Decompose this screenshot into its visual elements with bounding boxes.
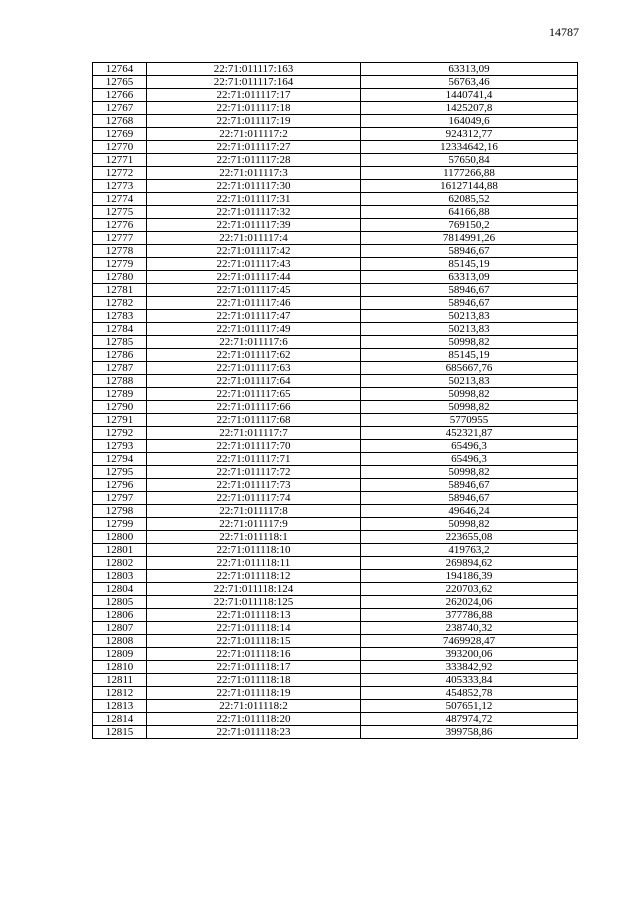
cadastral-number-cell: 22:71:011117:64 (147, 375, 361, 388)
cadastral-number-cell: 22:71:011117:164 (147, 76, 361, 89)
row-number-cell: 12787 (93, 362, 147, 375)
row-number-cell: 12798 (93, 505, 147, 518)
cadastral-number-cell: 22:71:011118:20 (147, 713, 361, 726)
table-row (93, 505, 578, 518)
row-number-cell: 12779 (93, 258, 147, 271)
cadastral-number-cell: 22:71:011117:163 (147, 63, 361, 76)
value-cell: 419763,2 (361, 544, 578, 557)
table-row (93, 63, 578, 76)
table-row (93, 583, 578, 596)
row-number-cell: 12791 (93, 414, 147, 427)
table-row (93, 271, 578, 284)
table-row (93, 102, 578, 115)
row-number-cell: 12799 (93, 518, 147, 531)
row-number-cell: 12789 (93, 388, 147, 401)
cadastral-number-cell: 22:71:011118:1 (147, 531, 361, 544)
table-row (93, 674, 578, 687)
table-row (93, 648, 578, 661)
value-cell: 220703,62 (361, 583, 578, 596)
value-cell: 164049,6 (361, 115, 578, 128)
table-row (93, 388, 578, 401)
value-cell: 333842,92 (361, 661, 578, 674)
row-number-cell: 12802 (93, 557, 147, 570)
table-row (93, 531, 578, 544)
row-number-cell: 12811 (93, 674, 147, 687)
table-row (93, 206, 578, 219)
cadastral-number-cell: 22:71:011117:2 (147, 128, 361, 141)
table-row (93, 544, 578, 557)
value-cell: 1177266,88 (361, 167, 578, 180)
value-cell: 85145,19 (361, 258, 578, 271)
value-cell: 58946,67 (361, 479, 578, 492)
row-number-cell: 12778 (93, 245, 147, 258)
table-row (93, 284, 578, 297)
row-number-cell: 12786 (93, 349, 147, 362)
cadastral-number-cell: 22:71:011118:124 (147, 583, 361, 596)
value-cell: 58946,67 (361, 297, 578, 310)
cadastral-number-cell: 22:71:011118:12 (147, 570, 361, 583)
row-number-cell: 12785 (93, 336, 147, 349)
cadastral-number-cell: 22:71:011117:72 (147, 466, 361, 479)
table-row (93, 609, 578, 622)
value-cell: 57650,84 (361, 154, 578, 167)
cadastral-number-cell: 22:71:011118:2 (147, 700, 361, 713)
cadastral-number-cell: 22:71:011118:16 (147, 648, 361, 661)
page-number: 14787 (549, 25, 579, 39)
value-cell: 50998,82 (361, 518, 578, 531)
value-cell: 487974,72 (361, 713, 578, 726)
value-cell: 7814991,26 (361, 232, 578, 245)
cadastral-number-cell: 22:71:011117:47 (147, 310, 361, 323)
cadastral-number-cell: 22:71:011118:17 (147, 661, 361, 674)
row-number-cell: 12814 (93, 713, 147, 726)
table-row (93, 245, 578, 258)
cadastral-number-cell: 22:71:011117:63 (147, 362, 361, 375)
value-cell: 49646,24 (361, 505, 578, 518)
cadastral-number-cell: 22:71:011118:10 (147, 544, 361, 557)
cadastral-number-cell: 22:71:011118:13 (147, 609, 361, 622)
row-number-cell: 12794 (93, 453, 147, 466)
table-row (93, 414, 578, 427)
table-row (93, 323, 578, 336)
table-row (93, 401, 578, 414)
value-cell: 223655,08 (361, 531, 578, 544)
row-number-cell: 12808 (93, 635, 147, 648)
table-row (93, 440, 578, 453)
value-cell: 64166,88 (361, 206, 578, 219)
row-number-cell: 12807 (93, 622, 147, 635)
table-row (93, 622, 578, 635)
cadastral-number-cell: 22:71:011117:28 (147, 154, 361, 167)
value-cell: 238740,32 (361, 622, 578, 635)
cadastral-number-cell: 22:71:011117:32 (147, 206, 361, 219)
table-row (93, 76, 578, 89)
cadastral-number-cell: 22:71:011117:9 (147, 518, 361, 531)
value-cell: 50998,82 (361, 401, 578, 414)
row-number-cell: 12815 (93, 726, 147, 739)
cadastral-value-table (92, 62, 578, 739)
table-row (93, 154, 578, 167)
value-cell: 63313,09 (361, 271, 578, 284)
cadastral-number-cell: 22:71:011117:8 (147, 505, 361, 518)
value-cell: 65496,3 (361, 440, 578, 453)
cadastral-number-cell: 22:71:011117:42 (147, 245, 361, 258)
value-cell: 393200,06 (361, 648, 578, 661)
value-cell: 58946,67 (361, 492, 578, 505)
row-number-cell: 12768 (93, 115, 147, 128)
value-cell: 269894,62 (361, 557, 578, 570)
row-number-cell: 12809 (93, 648, 147, 661)
cadastral-number-cell: 22:71:011117:70 (147, 440, 361, 453)
value-cell: 56763,46 (361, 76, 578, 89)
table-row (93, 687, 578, 700)
cadastral-number-cell: 22:71:011117:71 (147, 453, 361, 466)
cadastral-number-cell: 22:71:011117:49 (147, 323, 361, 336)
row-number-cell: 12795 (93, 466, 147, 479)
table-row (93, 219, 578, 232)
value-cell: 452321,87 (361, 427, 578, 440)
row-number-cell: 12765 (93, 76, 147, 89)
cadastral-number-cell: 22:71:011117:30 (147, 180, 361, 193)
table-row (93, 232, 578, 245)
cadastral-number-cell: 22:71:011117:68 (147, 414, 361, 427)
cadastral-number-cell: 22:71:011118:18 (147, 674, 361, 687)
table-row (93, 167, 578, 180)
value-cell: 405333,84 (361, 674, 578, 687)
table-row (93, 596, 578, 609)
row-number-cell: 12805 (93, 596, 147, 609)
row-number-cell: 12812 (93, 687, 147, 700)
table-row (93, 349, 578, 362)
table-row (93, 466, 578, 479)
value-cell: 50998,82 (361, 466, 578, 479)
table-row (93, 427, 578, 440)
table-row (93, 258, 578, 271)
row-number-cell: 12767 (93, 102, 147, 115)
row-number-cell: 12796 (93, 479, 147, 492)
value-cell: 769150,2 (361, 219, 578, 232)
table-row (93, 726, 578, 739)
table-row (93, 115, 578, 128)
cadastral-number-cell: 22:71:011117:66 (147, 401, 361, 414)
cadastral-number-cell: 22:71:011117:31 (147, 193, 361, 206)
table-row (93, 362, 578, 375)
cadastral-number-cell: 22:71:011117:3 (147, 167, 361, 180)
cadastral-number-cell: 22:71:011117:74 (147, 492, 361, 505)
cadastral-number-cell: 22:71:011117:39 (147, 219, 361, 232)
value-cell: 65496,3 (361, 453, 578, 466)
value-cell: 50998,82 (361, 388, 578, 401)
table-row (93, 570, 578, 583)
row-number-cell: 12788 (93, 375, 147, 388)
row-number-cell: 12780 (93, 271, 147, 284)
table-row (93, 492, 578, 505)
cadastral-number-cell: 22:71:011117:65 (147, 388, 361, 401)
table-row (93, 193, 578, 206)
table-row (93, 180, 578, 193)
value-cell: 50213,83 (361, 375, 578, 388)
cadastral-number-cell: 22:71:011117:73 (147, 479, 361, 492)
cadastral-number-cell: 22:71:011117:4 (147, 232, 361, 245)
cadastral-number-cell: 22:71:011117:43 (147, 258, 361, 271)
value-cell: 377786,88 (361, 609, 578, 622)
value-cell: 58946,67 (361, 284, 578, 297)
value-cell: 12334642,16 (361, 141, 578, 154)
table-row (93, 518, 578, 531)
row-number-cell: 12772 (93, 167, 147, 180)
value-cell: 507651,12 (361, 700, 578, 713)
cadastral-number-cell: 22:71:011118:14 (147, 622, 361, 635)
table-row (93, 479, 578, 492)
table-row (93, 453, 578, 466)
value-cell: 50213,83 (361, 310, 578, 323)
row-number-cell: 12797 (93, 492, 147, 505)
row-number-cell: 12774 (93, 193, 147, 206)
table-row (93, 700, 578, 713)
cadastral-number-cell: 22:71:011117:6 (147, 336, 361, 349)
row-number-cell: 12777 (93, 232, 147, 245)
cadastral-number-cell: 22:71:011117:62 (147, 349, 361, 362)
row-number-cell: 12773 (93, 180, 147, 193)
table-row (93, 128, 578, 141)
table-row (93, 310, 578, 323)
row-number-cell: 12764 (93, 63, 147, 76)
value-cell: 85145,19 (361, 349, 578, 362)
cadastral-number-cell: 22:71:011118:19 (147, 687, 361, 700)
row-number-cell: 12804 (93, 583, 147, 596)
value-cell: 50998,82 (361, 336, 578, 349)
row-number-cell: 12775 (93, 206, 147, 219)
table-body (93, 63, 578, 739)
value-cell: 685667,76 (361, 362, 578, 375)
row-number-cell: 12792 (93, 427, 147, 440)
row-number-cell: 12810 (93, 661, 147, 674)
cadastral-number-cell: 22:71:011118:23 (147, 726, 361, 739)
row-number-cell: 12782 (93, 297, 147, 310)
table-row (93, 557, 578, 570)
table-row (93, 297, 578, 310)
row-number-cell: 12781 (93, 284, 147, 297)
table-row (93, 375, 578, 388)
row-number-cell: 12800 (93, 531, 147, 544)
cadastral-number-cell: 22:71:011117:27 (147, 141, 361, 154)
cadastral-number-cell: 22:71:011117:18 (147, 102, 361, 115)
row-number-cell: 12790 (93, 401, 147, 414)
value-cell: 63313,09 (361, 63, 578, 76)
value-cell: 1440741,4 (361, 89, 578, 102)
row-number-cell: 12793 (93, 440, 147, 453)
row-number-cell: 12766 (93, 89, 147, 102)
row-number-cell: 12813 (93, 700, 147, 713)
value-cell: 194186,39 (361, 570, 578, 583)
cadastral-number-cell: 22:71:011117:45 (147, 284, 361, 297)
value-cell: 7469928,47 (361, 635, 578, 648)
value-cell: 62085,52 (361, 193, 578, 206)
value-cell: 399758,86 (361, 726, 578, 739)
value-cell: 262024,06 (361, 596, 578, 609)
row-number-cell: 12806 (93, 609, 147, 622)
value-cell: 16127144,88 (361, 180, 578, 193)
value-cell: 454852,78 (361, 687, 578, 700)
table-row (93, 713, 578, 726)
table-row (93, 635, 578, 648)
cadastral-number-cell: 22:71:011117:44 (147, 271, 361, 284)
value-cell: 5770955 (361, 414, 578, 427)
cadastral-number-cell: 22:71:011118:11 (147, 557, 361, 570)
cadastral-number-cell: 22:71:011117:17 (147, 89, 361, 102)
value-cell: 50213,83 (361, 323, 578, 336)
cadastral-number-cell: 22:71:011117:46 (147, 297, 361, 310)
row-number-cell: 12776 (93, 219, 147, 232)
row-number-cell: 12770 (93, 141, 147, 154)
table-row (93, 661, 578, 674)
row-number-cell: 12771 (93, 154, 147, 167)
cadastral-number-cell: 22:71:011117:7 (147, 427, 361, 440)
row-number-cell: 12784 (93, 323, 147, 336)
row-number-cell: 12783 (93, 310, 147, 323)
row-number-cell: 12801 (93, 544, 147, 557)
cadastral-number-cell: 22:71:011117:19 (147, 115, 361, 128)
cadastral-number-cell: 22:71:011118:15 (147, 635, 361, 648)
value-cell: 924312,77 (361, 128, 578, 141)
table-row (93, 89, 578, 102)
table-row (93, 336, 578, 349)
value-cell: 1425207,8 (361, 102, 578, 115)
cadastral-number-cell: 22:71:011118:125 (147, 596, 361, 609)
value-cell: 58946,67 (361, 245, 578, 258)
row-number-cell: 12803 (93, 570, 147, 583)
table-row (93, 141, 578, 154)
row-number-cell: 12769 (93, 128, 147, 141)
